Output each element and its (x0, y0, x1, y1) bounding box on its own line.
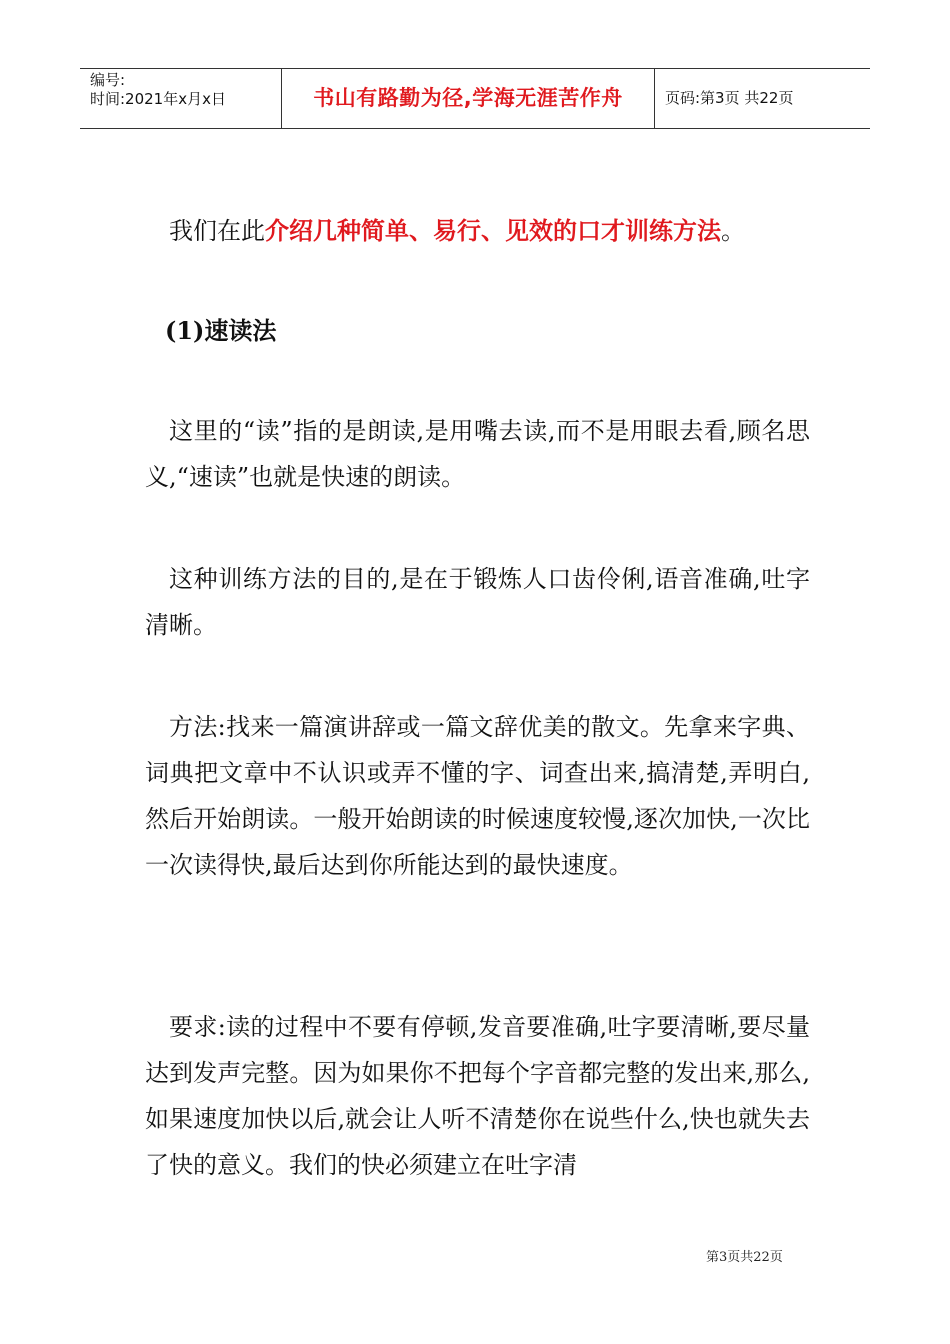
intro-paragraph (145, 208, 810, 254)
document-number-label: 编号: (90, 71, 126, 89)
section-title: (1)速读法 (165, 316, 277, 345)
header-motto: 书山有路勤为径,学海无涯苦作舟 (282, 69, 655, 128)
intro-highlight: 介绍几种简单、易行、见效的口才训练方法 (265, 216, 721, 245)
header-page-info: 页码:第3页 共22页 (665, 89, 794, 107)
paragraph-4: 要求:读的过程中不要有停顿,发音要准确,吐字要清晰,要尽量达到发声完整。因为如果你不把每个字音都完整的发出来,那么,如果速度加快以后,就会让人听不清楚你在说些什么,快也就失去了快的意义。我们的快必须建立在吐字清 (145, 1013, 810, 1179)
intro-prefix: 我们在此 (169, 217, 265, 245)
intro-suffix: 。 (721, 217, 745, 245)
header-meta-cell (80, 69, 282, 128)
paragraph-3: 方法:找来一篇演讲辞或一篇文辞优美的散文。先拿来字典、词典把文章中不认识或弄不懂的字、词查出来,搞清楚,弄明白,然后开始朗读。一般开始朗读的时候速度较慢,逐次加快,一次比一次读得快,最后达到你所能达到的最快速度。 (145, 713, 810, 879)
page-header (80, 68, 870, 129)
paragraph-2: 这种训练方法的目的,是在于锻炼人口齿伶俐,语音准确,吐字清晰。 (145, 565, 810, 639)
page-footer: 第3页共22页 (706, 1250, 783, 1265)
document-time-label: 时间:2021年x月x日 (90, 90, 226, 108)
paragraph-1: 这里的“读”指的是朗读,是用嘴去读,而不是用眼去看,顾名思义,“速读”也就是快速的朗读。 (145, 417, 810, 491)
